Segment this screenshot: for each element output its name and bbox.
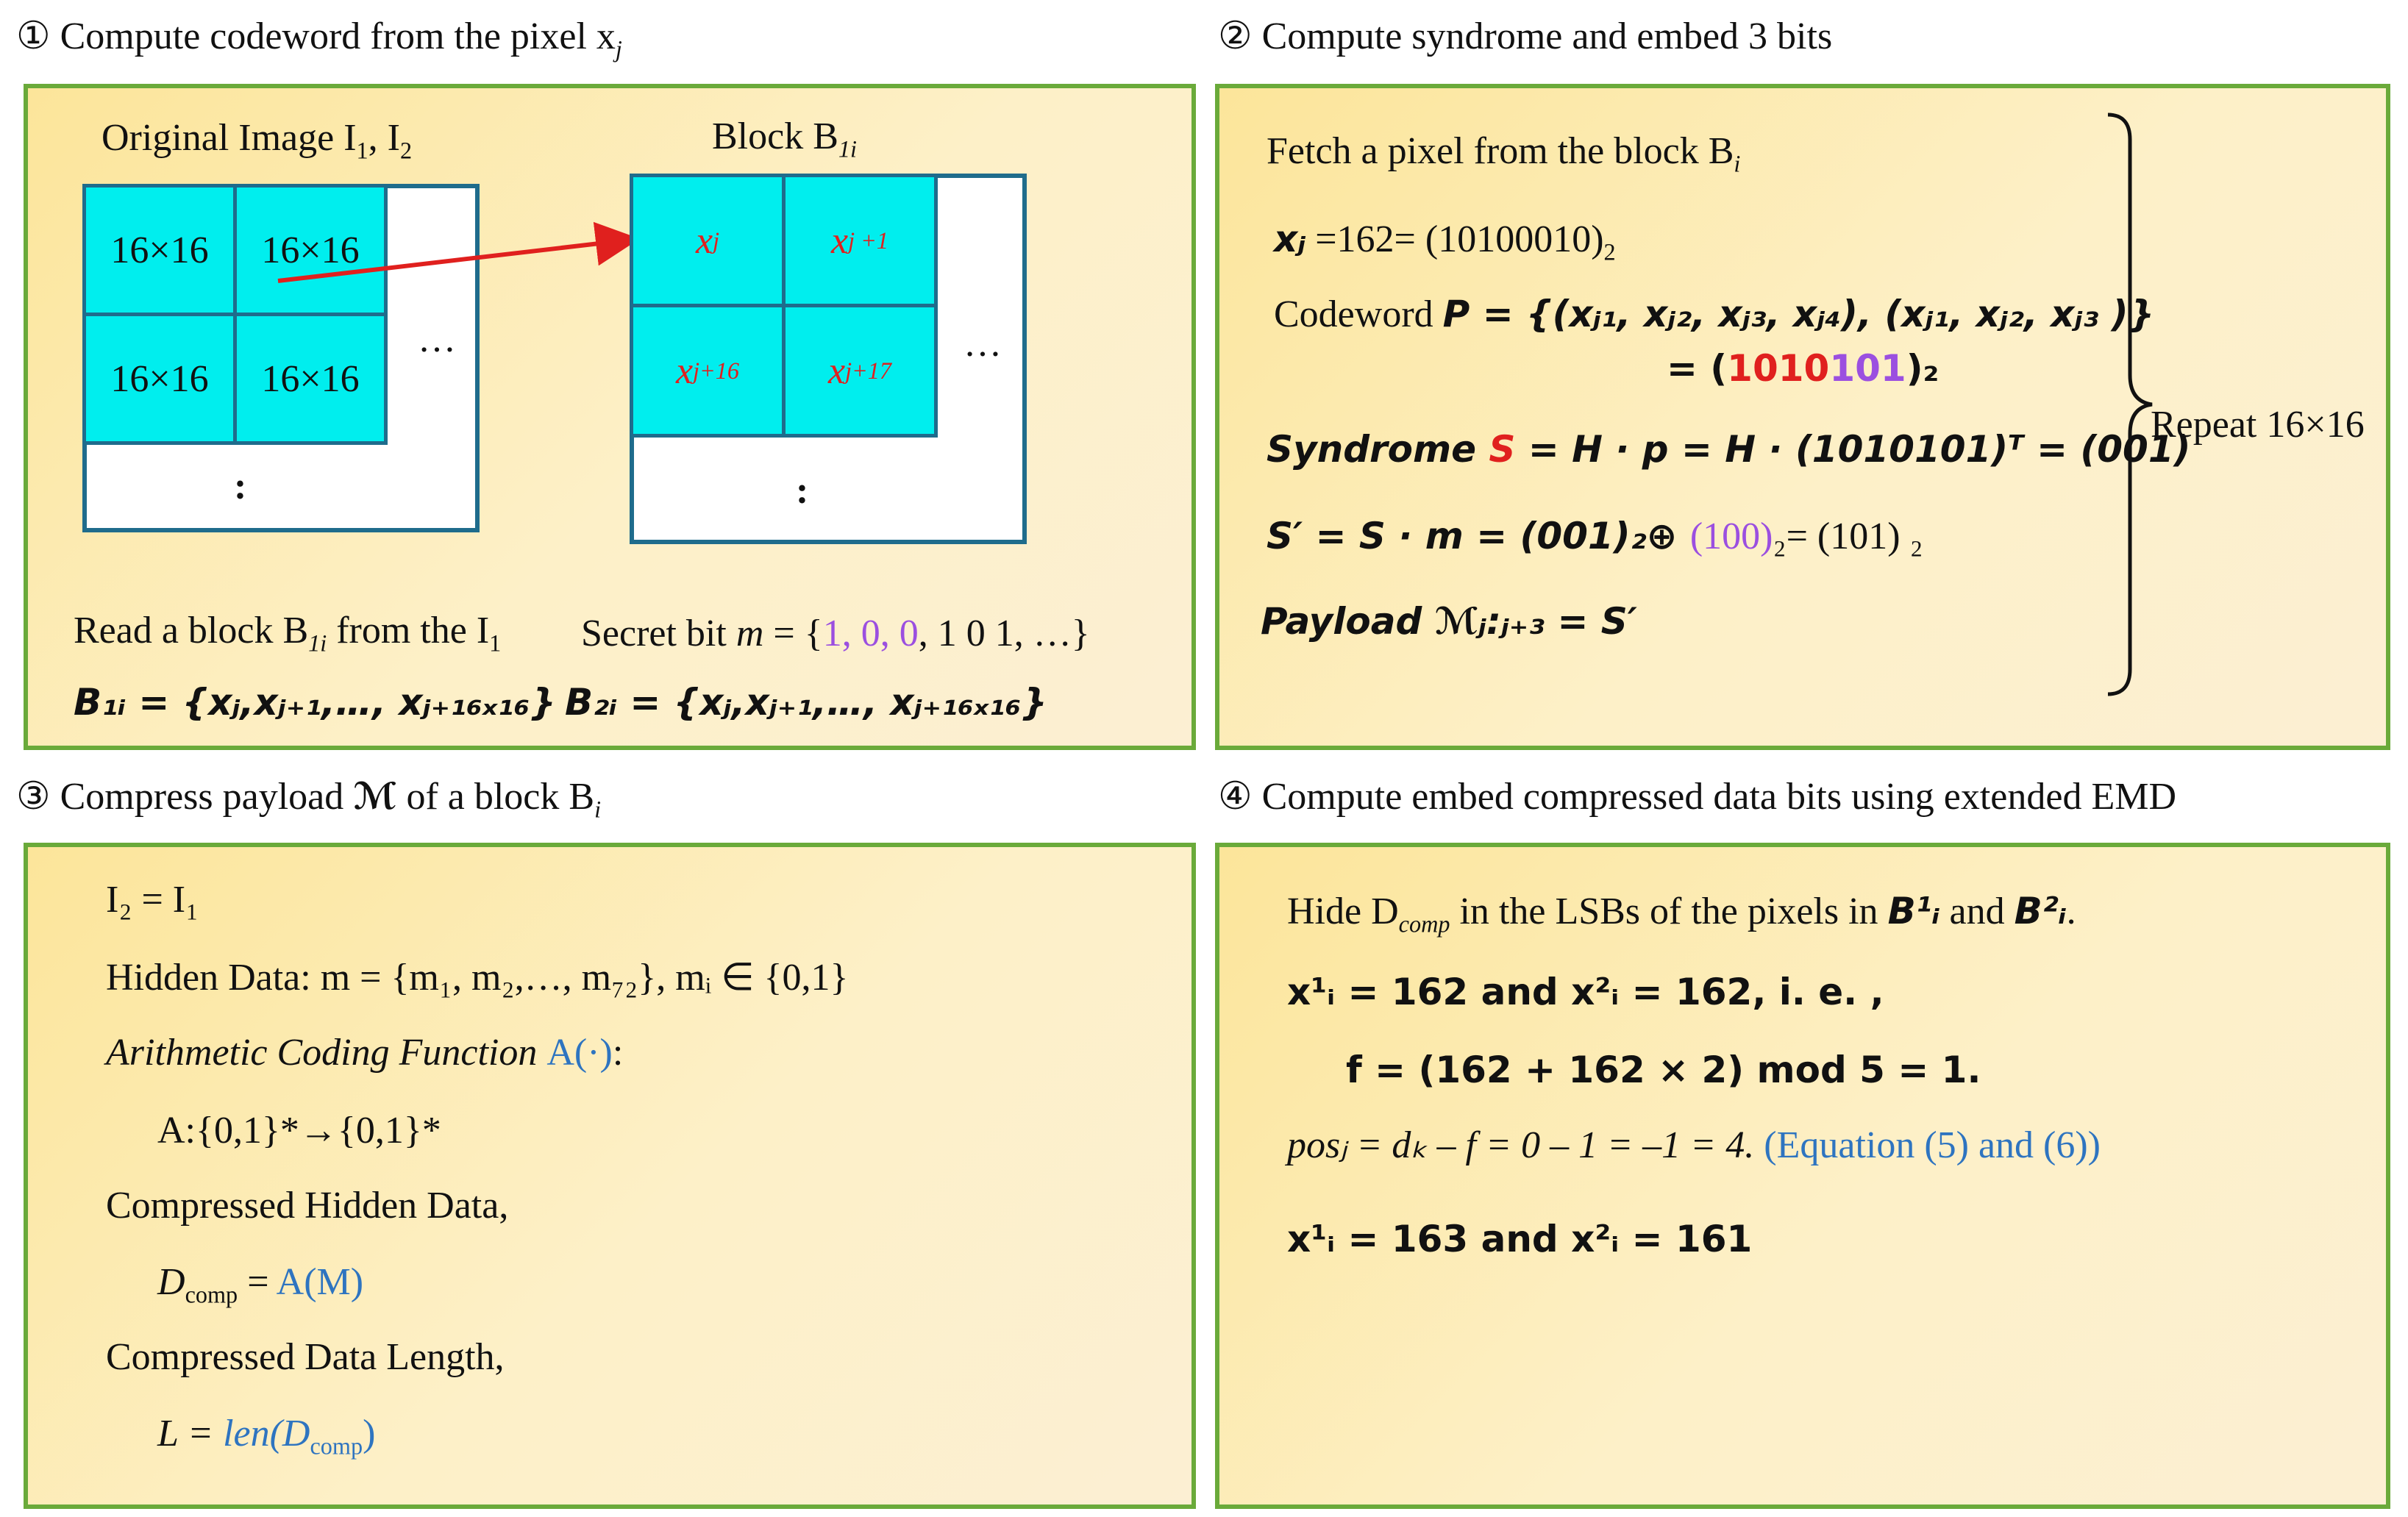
xj-value: =162= (10100010)	[1315, 218, 1604, 260]
step4-line4	[1287, 1124, 2101, 1166]
codeword-result-suffix: )₂	[1906, 347, 1939, 390]
image-cell: 16×16	[82, 313, 237, 445]
step3-line7: Compressed Data Length,	[106, 1336, 505, 1378]
line8-blue-end: )	[363, 1413, 376, 1454]
step3-title-end: of a block B	[396, 776, 595, 818]
block-label-text: Block B	[712, 115, 838, 157]
cell-sub: j +1	[848, 226, 888, 254]
step3-title-sub: i	[594, 796, 602, 823]
image-cell: 16×16	[233, 313, 388, 445]
fetch-text-main: Fetch a pixel from the block B	[1267, 130, 1734, 172]
line6-prefix: D	[157, 1261, 185, 1303]
step4-panel	[1215, 843, 2390, 1509]
sprime-prefix: S′ = S · m = (001)₂⊕	[1267, 515, 1690, 557]
sprime-end: ₂= (101) ₂	[1773, 515, 1923, 557]
fetch-text	[1267, 132, 1740, 176]
step4-title: ④ Compute embed compressed data bits using extended EMD	[1218, 776, 2177, 818]
read-block-text	[74, 612, 501, 655]
codeword-purple: 101	[1829, 347, 1906, 390]
sprime-purple: (100)	[1689, 515, 1773, 557]
image-label-sub1: 1	[356, 137, 368, 164]
block-label-sub: 1i	[838, 135, 857, 163]
line6-blue: A(M)	[276, 1261, 364, 1303]
step1-panel	[24, 84, 1196, 750]
xj-line	[1274, 218, 1616, 265]
step4-line3: f = (162 + 162 × 2) mod 5 = 1.	[1346, 1049, 1981, 1091]
cell-sub: j+16	[693, 357, 740, 384]
step3-line5: Compressed Hidden Data,	[106, 1185, 509, 1227]
b2-formula: B₂ᵢ = {xⱼ,xⱼ₊₁,…, xⱼ₊₁₆ₓ₁₆}	[565, 681, 1047, 724]
step4-line5: x¹ᵢ = 163 and x²ᵢ = 161	[1287, 1218, 1753, 1260]
cell-var: x	[695, 219, 713, 262]
step4-line1-and: and	[1939, 890, 2015, 932]
image-cell: 16×16	[82, 184, 237, 316]
block-cell	[630, 304, 786, 438]
image-ellipsis: …	[418, 318, 456, 360]
line6-sub: comp	[185, 1281, 238, 1308]
b1-formula: B₁ᵢ = {xⱼ,xⱼ₊₁,…, xⱼ₊₁₆ₓ₁₆}	[74, 681, 556, 724]
cell-var: x	[675, 349, 694, 392]
line8-blue: len(D	[223, 1413, 310, 1454]
read-end-sub: 1	[489, 629, 502, 657]
step3-line1: I₂ = I₁	[106, 879, 199, 921]
read-text: Read a block B	[74, 610, 309, 652]
cell-sub: j	[713, 226, 720, 254]
step4-line1-b2: B²ᵢ	[2014, 890, 2067, 932]
syndrome-line	[1267, 428, 2191, 471]
fetch-sub: i	[1734, 150, 1741, 177]
codeword-line	[1274, 293, 2155, 335]
step3-line2: Hidden Data: m = {m₁, m₂,…, m₇₂}, mᵢ ∈ {0,1}	[106, 957, 849, 999]
line8-prefix: L =	[157, 1413, 224, 1454]
line3-end: :	[612, 1032, 624, 1074]
step4-line1	[1287, 890, 2076, 938]
codeword-result-prefix: = (	[1667, 347, 1728, 390]
step4-line1-mid: in the LSBs of the pixels in	[1450, 890, 1888, 932]
step4-line2: x¹ᵢ = 162 and x²ᵢ = 162, i. e. ,	[1287, 971, 1884, 1013]
step3-line6	[157, 1263, 363, 1307]
cell-var: x	[831, 219, 849, 262]
image-label-text: Original Image I	[101, 117, 357, 159]
secret-bit-text	[581, 615, 1090, 653]
step4-line1-sub: comp	[1398, 910, 1450, 938]
image-label-sub2: 2	[399, 137, 413, 164]
line3-blue: A(·)	[546, 1032, 613, 1074]
step3-panel	[24, 843, 1196, 1509]
block-cell	[782, 304, 938, 438]
syndrome-rest: = H · p = H · (1010101)ᵀ = (001)	[1515, 428, 2191, 471]
line3-italic: Arithmetic Coding Function	[106, 1032, 547, 1074]
step3-line3	[106, 1034, 623, 1072]
secret-m: m	[735, 613, 764, 654]
codeword-formula: P = {(xⱼ₁, xⱼ₂, xⱼ₃, xⱼ₄), (xⱼ₁, xⱼ₂, xⱼ₃ )}	[1442, 293, 2155, 335]
image-vdots: :	[234, 465, 247, 507]
codeword-label: Codeword	[1274, 293, 1443, 335]
step3-title	[16, 775, 602, 823]
step4-line1-prefix: Hide D	[1287, 890, 1399, 932]
sprime-line	[1267, 515, 1923, 557]
line8-blue-sub: comp	[310, 1432, 363, 1460]
read-sub: 1i	[308, 629, 327, 657]
codeword-red: 1010	[1727, 347, 1830, 390]
secret-rest: , 1 0 1, …}	[918, 613, 1090, 654]
step2-panel	[1215, 84, 2390, 750]
block-label	[712, 115, 857, 163]
secret-prefix: Secret bit	[581, 613, 736, 654]
step1-title-text: ① Compute codeword from the pixel x	[16, 15, 616, 57]
step4-line4-blue: (Equation (5) and (6))	[1764, 1124, 2101, 1166]
read-end: from the I	[327, 610, 490, 652]
step3-line4: A:{0,1}*→{0,1}*	[157, 1110, 441, 1152]
secret-eq: = {	[763, 613, 823, 654]
block-cell	[782, 174, 938, 307]
xj-value-sub: 2	[1603, 238, 1616, 265]
repeat-label: Repeat 16×16	[2151, 404, 2365, 446]
image-cell: 16×16	[233, 184, 388, 316]
step1-title-sub: j	[615, 35, 622, 63]
cell-var: x	[827, 349, 846, 392]
block-vdots: :	[796, 470, 809, 512]
syndrome-prefix: Syndrome	[1267, 428, 1489, 471]
secret-purple: 1, 0, 0	[822, 613, 919, 654]
step4-line1-b1: B¹ᵢ	[1887, 890, 1940, 932]
step3-line8	[157, 1415, 375, 1458]
block-ellipsis: …	[963, 323, 1002, 365]
syndrome-s: S	[1489, 428, 1516, 471]
step4-line4-prefix: posⱼ = dₖ – f = 0 – 1 = –1 = 4.	[1287, 1124, 1764, 1166]
step3-title-text: ③ Compress payload	[16, 776, 354, 818]
step3-title-m: ℳ	[353, 775, 397, 818]
cell-sub: j+17	[845, 357, 892, 384]
block-cell	[630, 174, 786, 307]
step2-title: ② Compute syndrome and embed 3 bits	[1218, 15, 1833, 57]
step1-title	[16, 15, 622, 63]
image-label-mid: , I	[368, 117, 400, 159]
codeword-result	[1667, 347, 1939, 390]
block-grid	[630, 174, 1027, 544]
xj-var: xⱼ	[1274, 218, 1306, 260]
line6-eq: =	[238, 1261, 277, 1303]
step4-line1-end: .	[2066, 890, 2076, 932]
payload-line: Payload ℳⱼ:ⱼ₊₃ = S′	[1261, 600, 1637, 643]
